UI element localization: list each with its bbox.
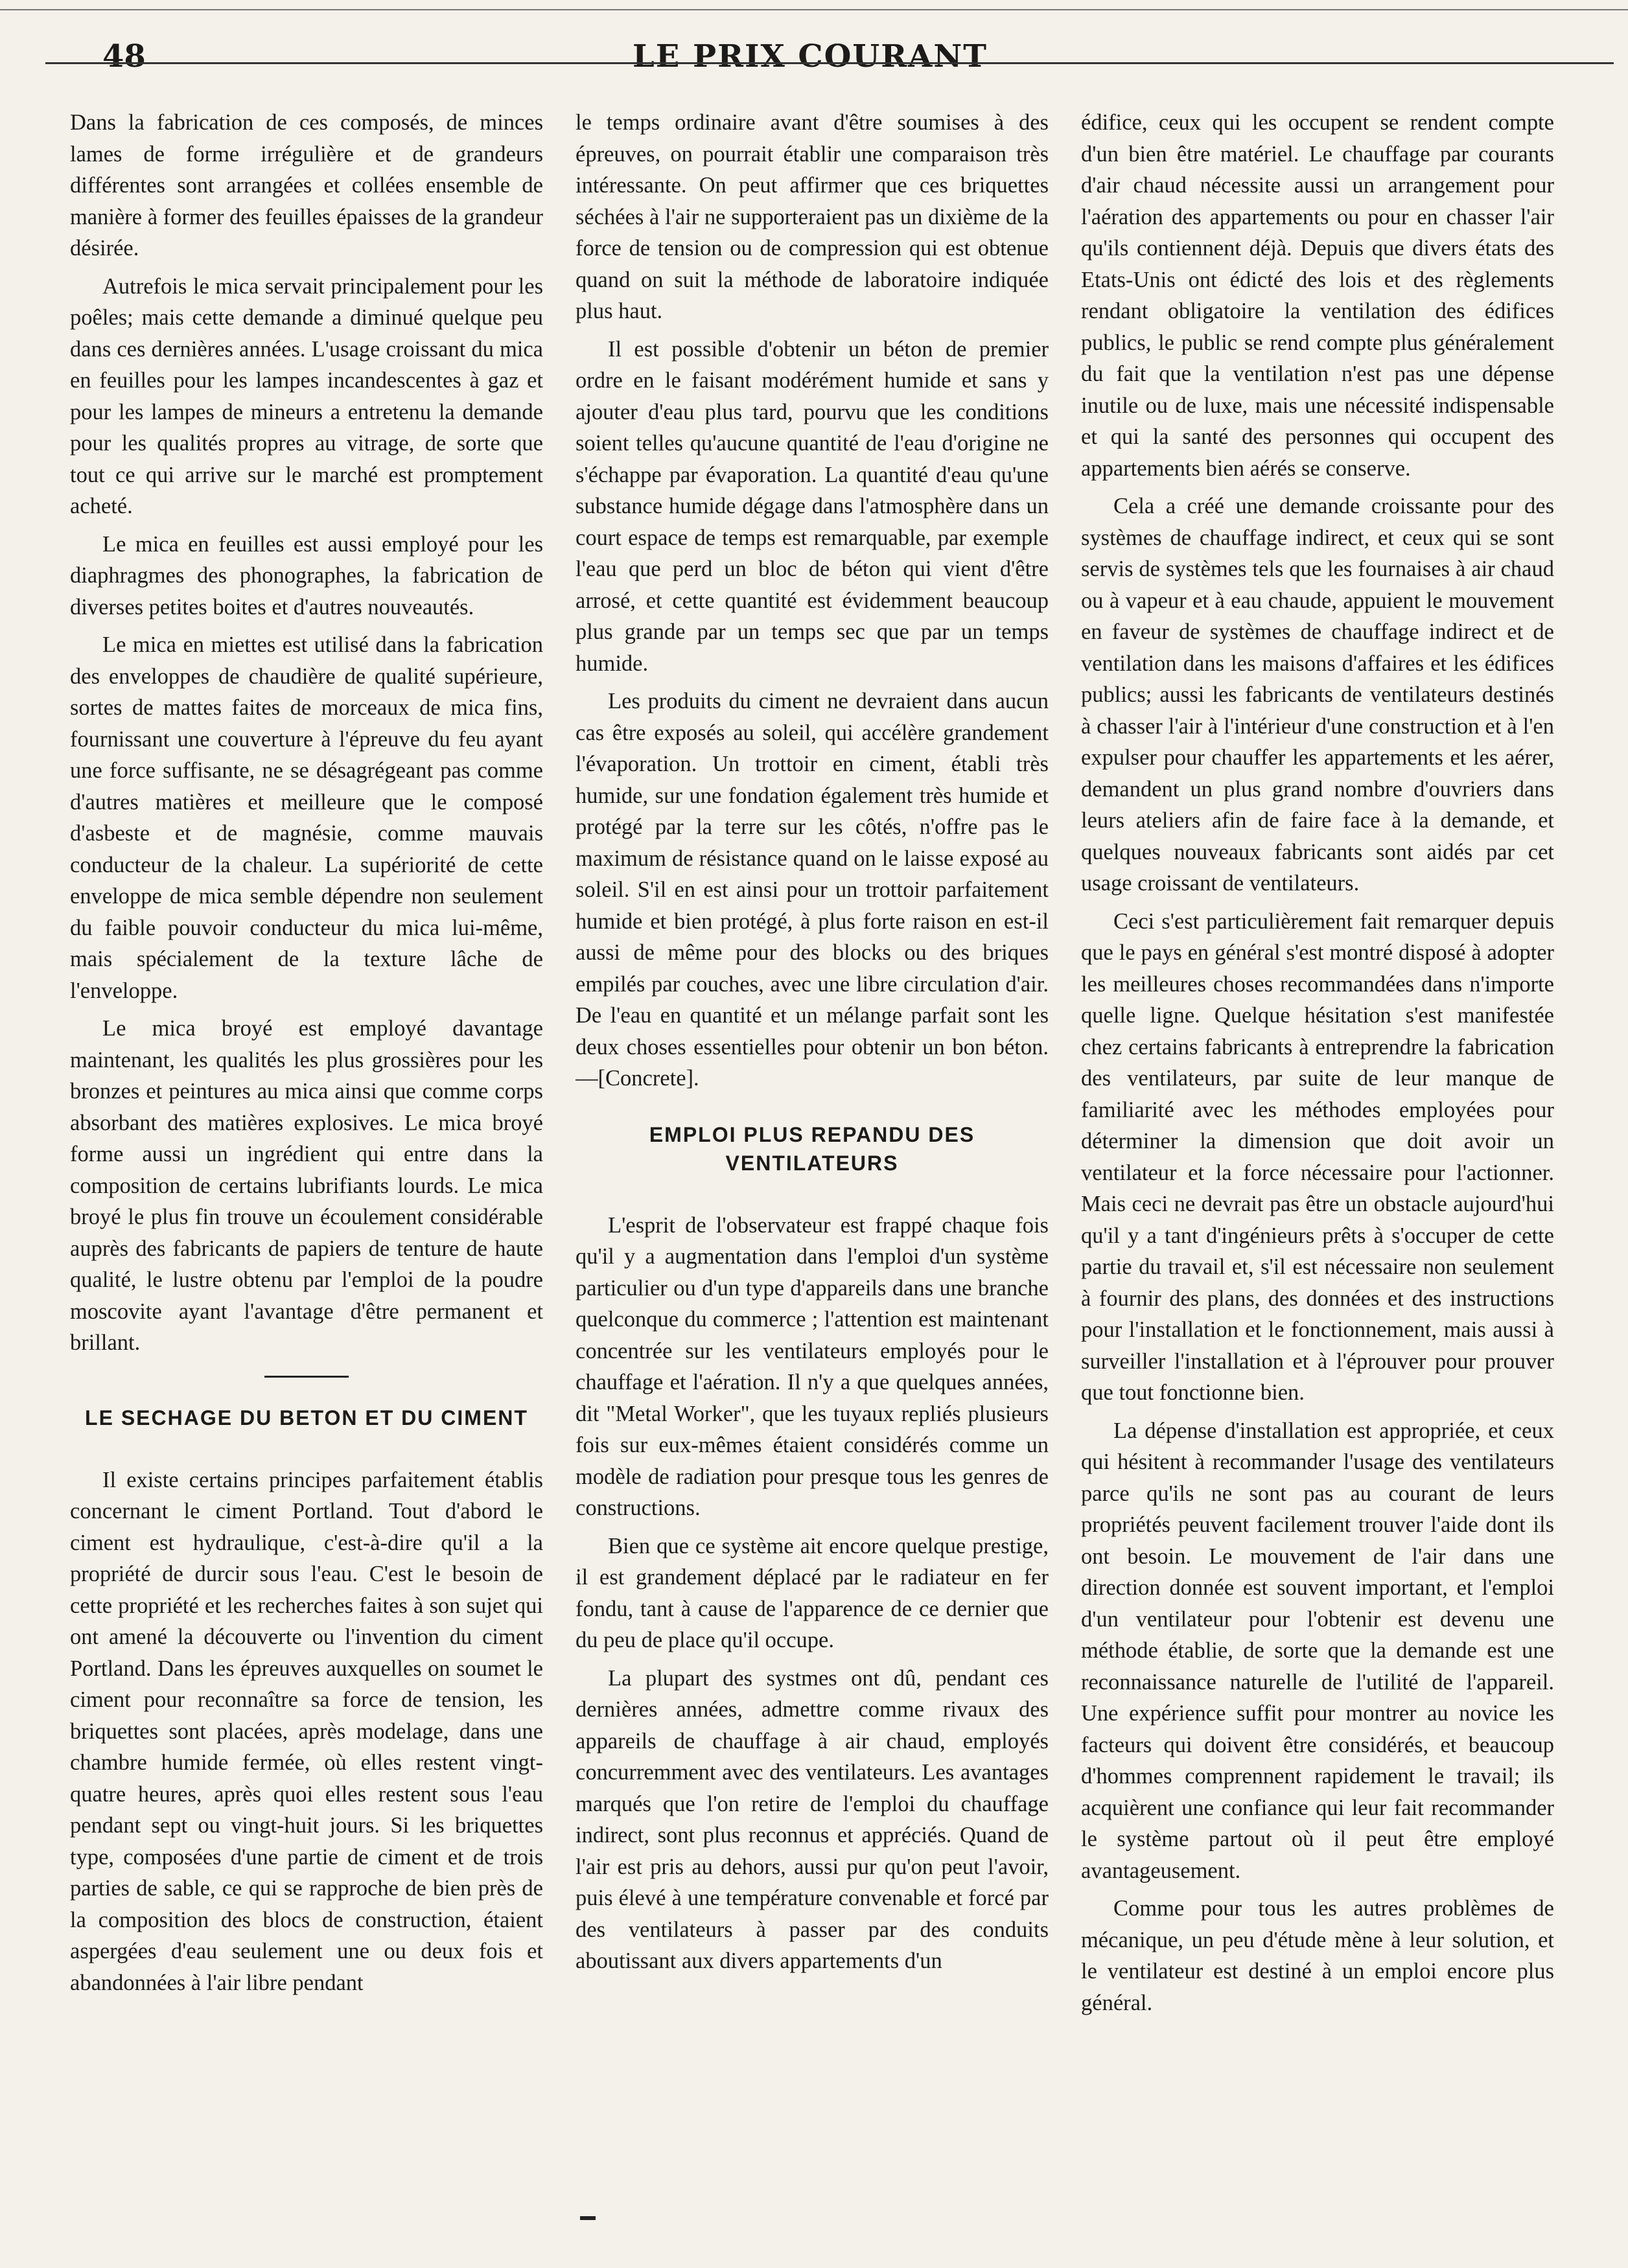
journal-title: LE PRIX COURANT: [632, 38, 988, 75]
article-paragraph: L'esprit de l'observateur est frappé chaque fois qu'il y a augmentation dans l'emploi d'un système particulier ou d'un type d'appareils dans une branche quelconque du commerce ; l'attention est maintenant concentrée sur les ventilateurs employés pour le chauffage et l'aération. Il n'y a que quelques années, dit "Metal Worker", que les tuyaux repliés plusieurs fois sur eux-mêmes étaient considérés comme un modèle de radiation pour presque tous les genres de constructions.: [576, 1212, 1049, 1520]
article-paragraph: Ceci s'est particulièrement fait remarquer depuis que le pays en général s'est montré disposé à adopter les meilleures choses recommandées dans n'importe quelle ligne. Quelque hésitation s'est manifestée chez certains fabricants à entreprendre la fabrication des ventilateurs, par suite de leur manque de familiarité avec les méthodes employées pour déterminer la dimension que doit avoir un ventilateur et la force nécessaire pour l'actionner. Mais ceci ne devrait pas être un obstacle aujourd'hui qu'il y a tant d'ingénieurs prêts à s'occuper de cette partie du travail et, s'il est nécessaire non seulement à fournir des plans, des données et des instructions pour l'installation et le fonctionnement, mais aussi à surveiller l'installation et à l'éprouver pour prouver que tout fonctionne bien.: [1081, 908, 1554, 1405]
page-number: 48: [102, 38, 146, 75]
article-paragraph: Autrefois le mica servait principalement pour les poêles; mais cette demande a diminué quelque peu dans ces dernières années. L'usage croissant du mica en feuilles pour les lampes incandescentes à gaz et pour les lampes de mineurs a entretenu la demande pour les qualités propres au vitrage, de sorte que tout ce qui arrive sur le marché est promptement acheté.: [70, 273, 543, 518]
article-paragraph: le temps ordinaire avant d'être soumises à des épreuves, on pourrait établir une comparaison très intéressante. On peut affirmer que ces briquettes séchées à l'air ne supporteraient pas un dixième de la force de tension ou de compression qui est obtenue quand on suit la méthode de laboratoire indiquée plus haut.: [576, 110, 1049, 323]
page-header: [97, 36, 1523, 81]
article-paragraph: Le mica en miettes est utilisé dans la fabrication des enveloppes de chaudière de qualité supérieure, sortes de mattes faites de morceaux de mica fins, fournissant une couverture à l'épreuve du feu ayant une force suffisante, ne se désagrégeant pas comme d'autres matières et meilleure que le composé d'asbeste et de magnésie, comme mauvais conducteur de la chaleur. La supériorité de cette enveloppe de mica semble dépendre non seulement du faible pouvoir conducteur du mica lui-même, mais spécialement de la texture lâche de l'enveloppe.: [70, 632, 543, 1003]
section-divider: [264, 1376, 349, 1378]
article-paragraph: Le mica en feuilles est aussi employé pour les diaphragmes des phonographes, la fabrication de diverses petites boites et d'autres nouveautés.: [70, 531, 543, 619]
article-paragraph: Dans la fabrication de ces composés, de minces lames de forme irrégulière et de grandeurs différentes sont arrangées et collées ensemble de manière à former des feuilles épaisses de la grandeur désirée.: [70, 110, 543, 260]
section-heading: EMPLOI PLUS REPANDU DES VENTILATEURS: [649, 1122, 975, 1175]
article-paragraph: Les produits du ciment ne devraient dans aucun cas être exposés au soleil, qui accélère grandement l'évaporation. Un trottoir en ciment, établi très humide, sur une fondation également très humide et protégé par la terre sur les côtés, n'offre pas le maximum de résistance quand on le laisse exposé au soleil. S'il en est ainsi pour un trottoir parfaitement humide et bien protégé, à plus forte raison en est-il aussi de même pour des blocks ou des briques empilés par couches, avec une libre circulation d'air. De l'eau en quantité et un mélange parfait sont les deux choses essentielles pour obtenir un bon béton.—[Concrete].: [576, 689, 1049, 1091]
column-2: [576, 107, 1049, 2219]
article-paragraph: Il existe certains principes parfaitement établis concernant le ciment Portland. Tout d'abord le ciment est hydraulique, c'est-à-dire qu'il a la propriété de durcir sous l'eau. C'est le besoin de cette propriété et les recherches faites à son sujet qui ont amené la découverte ou l'invention du ciment Portland. Dans les épreuves auxquelles on soumet le ciment pour reconnaître sa force de tension, les briquettes sont placées, après modelage, dans une chambre humide fermée, où elles restent vingt-quatre heures, après quoi elles restent sous l'eau pendant sept ou vingt-huit jours. Si les briquettes type, composées d'une partie de ciment et de trois parties de sable, ce qui se rapproche de bien près de la composition des blocs de construction, étaient aspergées d'eau seulement une ou deux fois et abandonnées à l'air libre pendant: [70, 1467, 543, 1995]
article-paragraph: Comme pour tous les autres problèmes de mécanique, un peu d'étude mène à leur solution, et le ventilateur est destiné à un emploi encore plus général.: [1081, 1896, 1554, 2015]
article-paragraph: La plupart des systmes ont dû, pendant ces dernières années, admettre comme rivaux des appareils de chauffage à air chaud, employés concurremment avec des ventilateurs. Les avantages marqués que l'on retire de l'emploi du chauffage indirect, sont plus reconnus et appréciés. Quand de l'air est pris au dehors, aussi pur qu'on peut l'avoir, puis élevé à une température convenable et forcé par des ventilateurs à passer par des conduits aboutissant aux divers appartements d'un: [576, 1665, 1049, 1973]
header-rule: [45, 62, 1614, 64]
article-paragraph: Cela a créé une demande croissante pour des systèmes de chauffage indirect, et ceux qui se sont servis de systèmes tels que les fournaises à air chaud ou à vapeur et à eau chaude, appuient le mouvement en faveur de systèmes de chauffage indirect et de ventilation dans les maisons d'affaires et les édifices publics; aussi les fabricants de ventilateurs destinés à chasser l'air à l'intérieur d'une construction et à l'en expulser pour chauffer les appartements et les aérer, demandent un plus grand nombre d'ouvriers dans leurs ateliers afin de faire face à la demande, et quelques nouveaux fabricants sont aidés par cet usage croissant de ventilateurs.: [1081, 494, 1554, 896]
article-paragraph: Le mica broyé est employé davantage maintenant, les qualités les plus grossières pour les bronzes et peintures au mica ainsi que comme corps absorbant des matières explosives. Le mica broyé forme aussi un ingrédient qui entre dans la composition de certains lubrifiants lourds. Le mica broyé le plus fin trouve un écoulement considérable auprès des fabricants de papiers de tenture de haute qualité, le lustre obtenu par l'emploi de la poudre moscovite ayant l'avantage d'être permanent et brillant.: [70, 1016, 543, 1355]
section-heading: LE SECHAGE DU BETON ET DU CIMENT: [85, 1406, 528, 1429]
top-border-rule: [0, 9, 1628, 10]
article-paragraph: édifice, ceux qui les occupent se rendent compte d'un bien être matériel. Le chauffage par courants d'air chaud nécessite aussi un arrangement pour l'aération des appartements ou pour en chasser l'air qu'ils contiennent déjà. Depuis que divers états des Etats-Unis ont édicté des lois et des règlements rendant obligatoire la ventilation des édifices publics, le public se rend compte plus généralement du fait que la ventilation n'est pas une dépense inutile ou de luxe, mais une nécessité indispensable et qui la santé des personnes qui occupent des appartements bien aérés se conserve.: [1081, 110, 1554, 481]
column-3: [1081, 107, 1554, 2219]
article-paragraph: Il est possible d'obtenir un béton de premier ordre en le faisant modérément humide et sans y ajouter d'eau plus tard, pourvu que les conditions soient telles qu'aucune quantité de l'eau d'origine ne s'échappe par évaporation. La quantité d'eau qu'une substance humide dégage dans l'atmosphère dans un court espace de temps est remarquable, par exemple l'eau que perd un bloc de béton qui vient d'être arrosé, et cette quantité est évidemment beaucoup plus grande par un temps sec que par un temps humide.: [576, 336, 1049, 676]
footer-mark: [580, 2216, 596, 2220]
article-paragraph: La dépense d'installation est appropriée, et ceux qui hésitent à recommander l'usage des ventilateurs parce qu'ils ne sont pas au courant de leurs propriétés peuvent facilement trouver l'aide dont ils ont besoin. Le mouvement de l'air dans une direction donnée est souvent important, et l'emploi d'un ventilateur pour l'obtenir est devenu une méthode établie, de sorte que la demande est une reconnaissance naturelle de l'utilité de l'appareil. Une expérience suffit pour montrer au novice les facteurs qui doivent être considérés, et beaucoup d'hommes comprennent rapidement le travail; ils acquièrent une confiance qui leur fait recommander le système partout où il peut être employé avantageusement.: [1081, 1418, 1554, 1883]
article-paragraph: Bien que ce système ait encore quelque prestige, il est grandement déplacé par le radiateur en fer fondu, tant à cause de l'apparence de ce dernier que du peu de place qu'il occupe.: [576, 1533, 1049, 1652]
column-1: [70, 107, 543, 2219]
